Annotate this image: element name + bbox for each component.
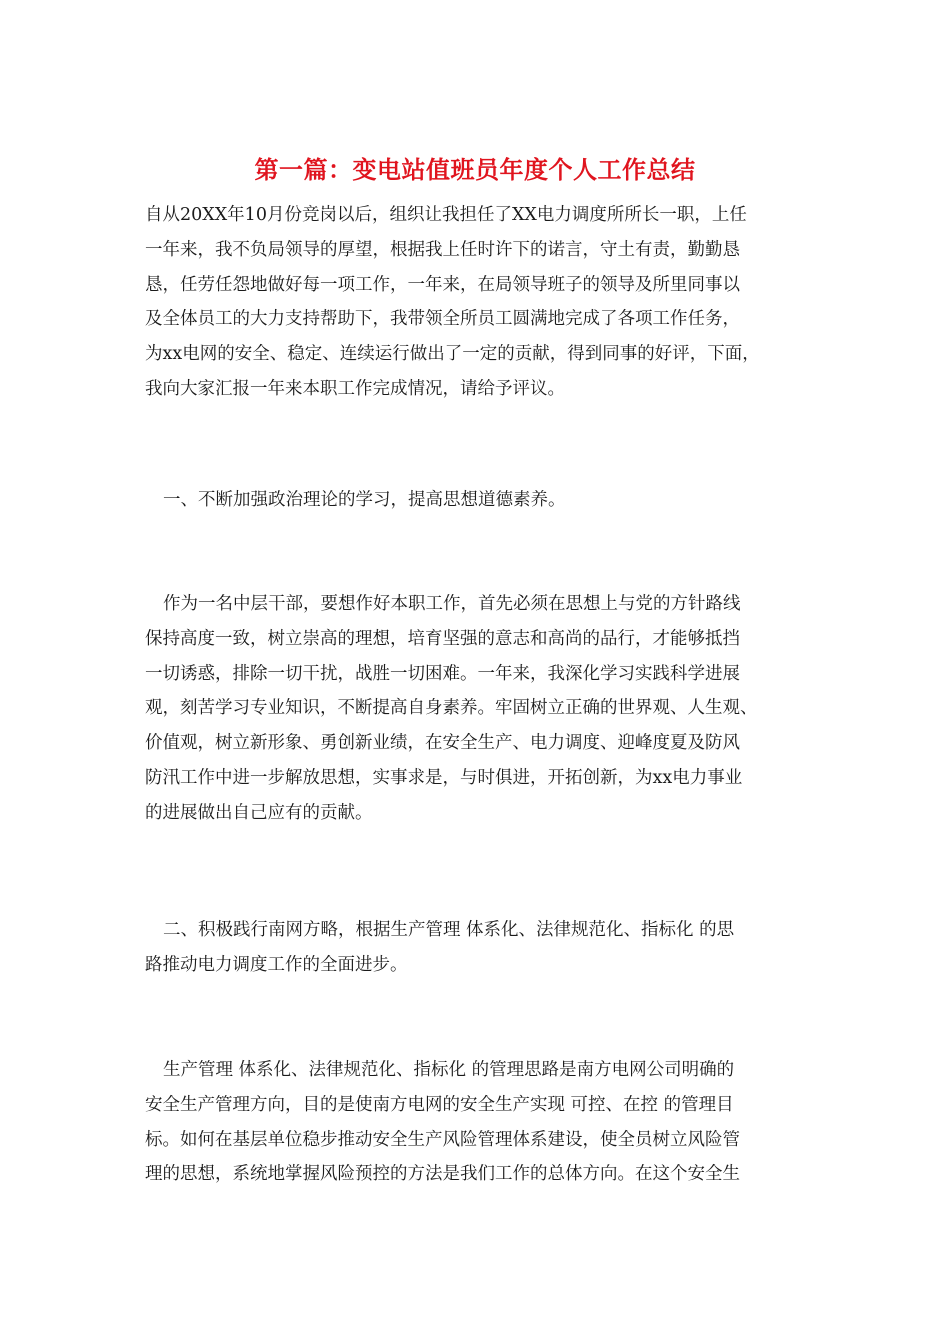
text-line: 理的思想，系统地掌握风险预控的方法是我们工作的总体方向。在这个安全生: [145, 1164, 740, 1185]
text-line: 及全体员工的大力支持帮助下，我带领全所员工圆满地完成了各项工作任务，: [145, 309, 740, 330]
text-line: 防汛工作中进一步解放思想，实事求是，与时俱进，开拓创新，为xx电力事业: [145, 767, 743, 788]
document-title: 第一篇：变电站值班员年度个人工作总结: [254, 155, 696, 184]
text-line: 安全生产管理方向，目的是使南方电网的安全生产实现 可控、在控 的管理目: [145, 1094, 734, 1115]
text-line: 观，刻苦学习专业知识，不断提高自身素养。牢固树立正确的世界观、人生观、: [145, 698, 758, 719]
text-line: 我向大家汇报一年来本职工作完成情况，请给予评议。: [145, 378, 565, 399]
text-line: 路推动电力调度工作的全面进步。: [145, 954, 408, 975]
section-heading-1: [145, 483, 815, 518]
text-line: 生产管理 体系化、法律规范化、指标化 的管理思路是南方电网公司明确的: [163, 1060, 735, 1080]
section-heading-2: [145, 913, 815, 983]
text-line: 的进展做出自己应有的贡献。: [145, 802, 373, 823]
text-line: 价值观，树立新形象、勇创新业绩，在安全生产、电力调度、迎峰度夏及防风: [145, 733, 740, 754]
text-line: 一、不断加强政治理论的学习，提高思想道德素养。: [163, 490, 566, 510]
text-line: 作为一名中层干部，要想作好本职工作，首先必须在思想上与党的方针路线: [163, 594, 741, 614]
text-line: 一切诱惑，排除一切干扰，战胜一切困难。一年来，我深化学习实践科学进展: [145, 663, 740, 684]
text-line: 恳，任劳任怨地做好每一项工作，一年来，在局领导班子的领导及所里同事以: [145, 274, 740, 295]
text-line: 二、积极践行南网方略，根据生产管理 体系化、法律规范化、指标化 的思: [163, 920, 735, 940]
text-line: 一年来，我不负局领导的厚望，根据我上任时许下的诺言，守土有责，勤勤恳: [145, 239, 740, 260]
text-line: 自从20XX年10月份竞岗以后，组织让我担任了XX电力调度所所长一职，上任: [145, 205, 747, 225]
text-line: 为xx电网的安全、稳定、连续运行做出了一定的贡献，得到同事的好评，下面，: [145, 344, 760, 365]
text-line: 标。如何在基层单位稳步推动安全生产风险管理体系建设，使全员树立风险管: [145, 1129, 740, 1150]
paragraph-section-2: [145, 1053, 815, 1192]
text-line: 保持高度一致，树立崇高的理想，培育坚强的意志和高尚的品行，才能够抵挡: [145, 628, 740, 649]
paragraph-section-1: [145, 587, 815, 831]
paragraph-intro: [145, 198, 815, 407]
